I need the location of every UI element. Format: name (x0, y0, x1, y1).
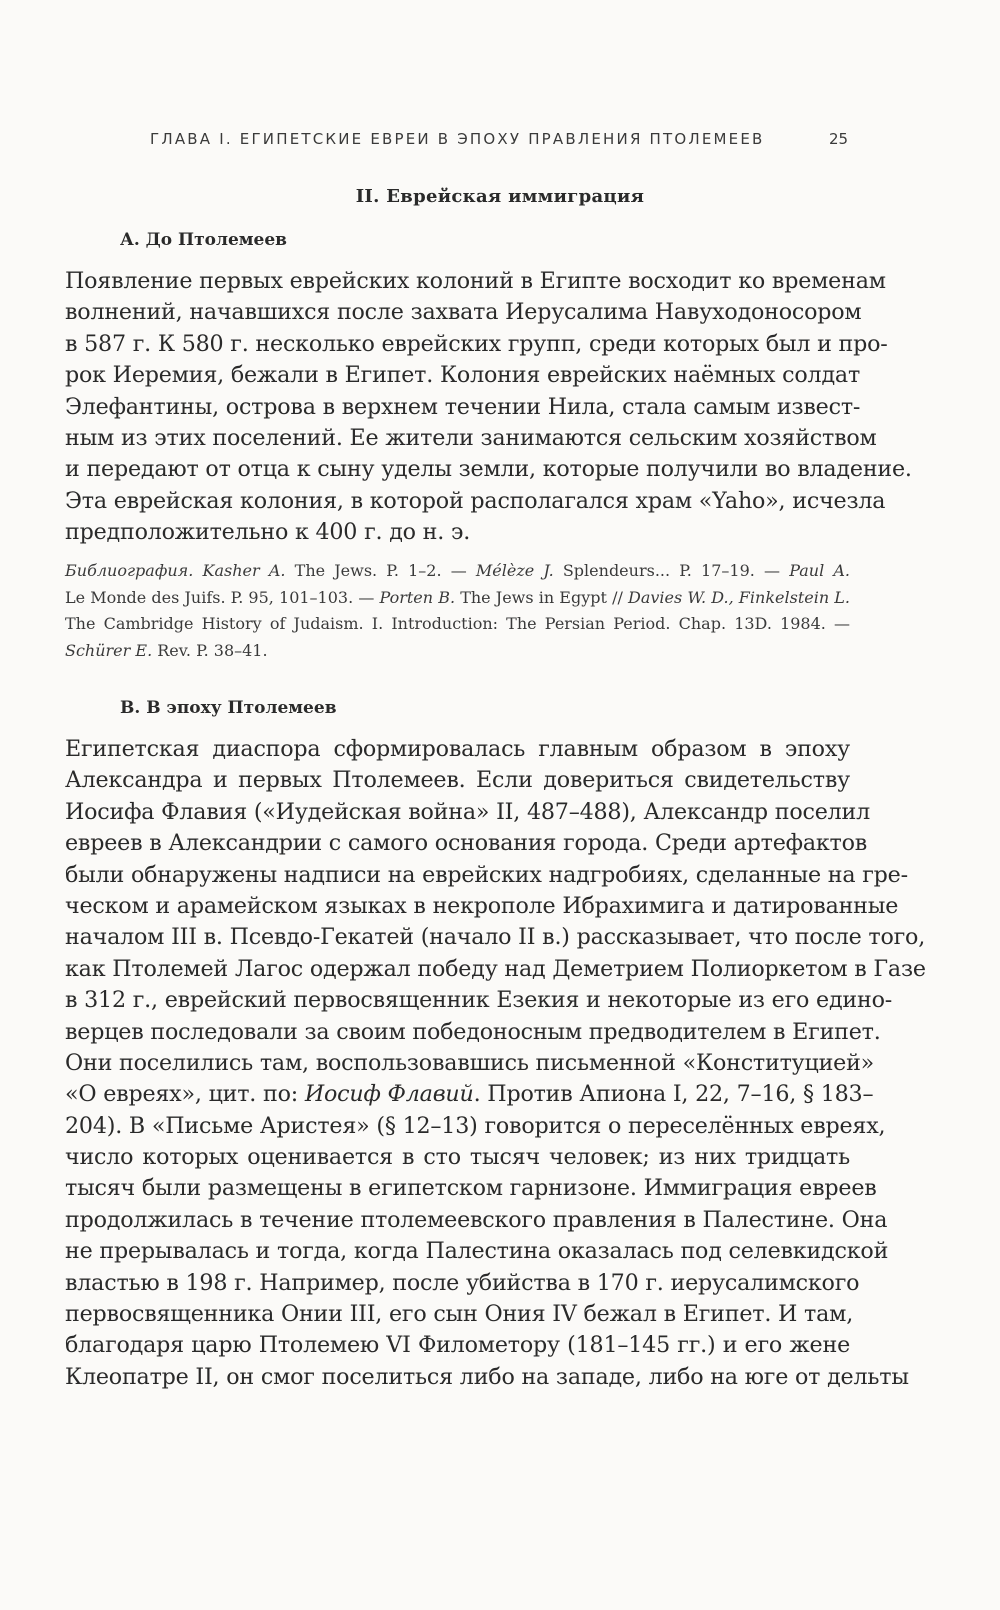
biblio-author: Davies W. D., Finkelstein L. (628, 587, 850, 607)
text-line: благодаря царю Птолемею VI Филометору (181–145 гг.) и его жене (65, 1332, 850, 1359)
text-line: волнений, начавшихся после захвата Иерусалима Навуходоносором (65, 299, 862, 326)
text-line: Египетская диаспора сформировалась главным образом в эпоху (65, 736, 850, 762)
text-line: ным из этих поселений. Ее жители занимаются сельским хозяйством (65, 424, 877, 451)
text-line: как Птолемей Лагос одержал победу над Деметрием Полиоркетом в Газе (65, 955, 926, 982)
text-line: ческом и арамейском языках в некрополе Ибрахимига и датированные (65, 892, 899, 919)
text-line: рок Иеремия, бежали в Египет. Колония еврейских наёмных солдат (65, 362, 861, 389)
text-line: Они поселились там, воспользовавшись письменной «Конституцией» (65, 1049, 875, 1076)
bibliography (65, 558, 850, 664)
biblio-text: The Jews. P. 1–2. — (285, 561, 476, 580)
paragraph-ptolemaic-era (65, 734, 926, 1393)
text-line: продолжилась в течение птолемеевского правления в Палестине. Она (65, 1206, 888, 1233)
biblio-text: Splendeurs... P. 17–19. — (553, 561, 790, 580)
biblio-text: Rev. P. 38–41. (152, 640, 268, 660)
text-line: тысяч были размещены в египетском гарнизоне. Иммиграция евреев (65, 1175, 877, 1202)
text-line: первосвященника Онии III, его сын Ония IV бежал в Египет. И там, (65, 1301, 854, 1328)
biblio-text: The Jews in Egypt // (455, 587, 628, 607)
text-line: властью в 198 г. Например, после убийства в 170 г. иерусалимского (65, 1269, 860, 1296)
biblio-author: Porten B. (379, 587, 456, 607)
text-line: в 587 г. К 580 г. несколько еврейских групп, среди которых был и про- (65, 330, 888, 357)
biblio-author: Paul A. (789, 561, 851, 580)
biblio-line (65, 558, 850, 585)
text-line: Появление первых еврейских колоний в Египте восходит ко временам (65, 268, 886, 294)
biblio-author: Schürer E. (65, 640, 153, 660)
text-line: Иосифа Флавия («Иудейская война» II, 487–488), Александр поселил (65, 798, 871, 825)
text-line: в 312 г., еврейский первосвященник Езекия и некоторые из его едино- (65, 987, 893, 1014)
text-line: Эта еврейская колония, в которой располагался храм «Yaho», исчезла (65, 487, 886, 514)
text-line: число которых оценивается в сто тысяч человек; из них тридцать (65, 1144, 850, 1171)
text-line: 204). В «Письме Аристея» (§ 12–13) говорится о переселённых евреях, (65, 1112, 886, 1139)
biblio-label: Библиография. (65, 561, 194, 580)
subsection-a-title: А. До Птолемеев (120, 230, 287, 250)
text-line: и передают от отца к сыну уделы земли, которые получили во владение. (65, 456, 912, 483)
text-line (65, 1079, 874, 1110)
text-line: Клеопатре II, он смог поселиться либо на западе, либо на юге от дельты (65, 1363, 909, 1390)
text-line: верцев последовали за своим победоносным предводителем в Египет. (65, 1018, 881, 1045)
text-line: началом III в. Псевдо-Гекатей (начало II в.) рассказывает, что после того, (65, 924, 926, 951)
biblio-author: Kasher A. (202, 561, 286, 580)
text-fragment: «О евреях», цит. по: (65, 1081, 305, 1108)
text-line: были обнаружены надписи на еврейских надгробиях, сделанные на гре- (65, 861, 908, 888)
text-fragment: . Против Апиона I, 22, 7–16, § 183– (473, 1081, 874, 1108)
section-title: II. Еврейская иммиграция (355, 186, 645, 207)
text-line: Александра и первых Птолемеев. Если довериться свидетельству (65, 767, 850, 794)
text-line: предположительно к 400 г. до н. э. (65, 519, 471, 546)
biblio-text: Le Monde des Juifs. P. 95, 101–103. — (65, 587, 380, 607)
text-line: не прерывалась и тогда, когда Палестина оказалась под селевкидской (65, 1238, 889, 1265)
biblio-line: The Cambridge History of Judaism. I. Introduction: The Persian Period. Chap. 13D. 1984. — (65, 614, 850, 633)
paragraph-before-ptolemies (65, 266, 912, 549)
subsection-b-title: В. В эпоху Птолемеев (120, 698, 337, 718)
text-line: евреев в Александрии с самого основания города. Среди артефактов (65, 830, 868, 857)
cited-author: Иосиф Флавий (304, 1081, 474, 1108)
biblio-author: Mélèze J. (475, 561, 554, 580)
biblio-line (65, 585, 850, 612)
running-head: ГЛАВА I. ЕГИПЕТСКИЕ ЕВРЕИ В ЭПОХУ ПРАВЛЕНИЯ ПТОЛЕМЕЕВ (150, 130, 765, 148)
text-line: Элефантины, острова в верхнем течении Нила, стала самым извест- (65, 393, 861, 420)
biblio-line (65, 638, 850, 665)
page-number: 25 (829, 130, 849, 148)
